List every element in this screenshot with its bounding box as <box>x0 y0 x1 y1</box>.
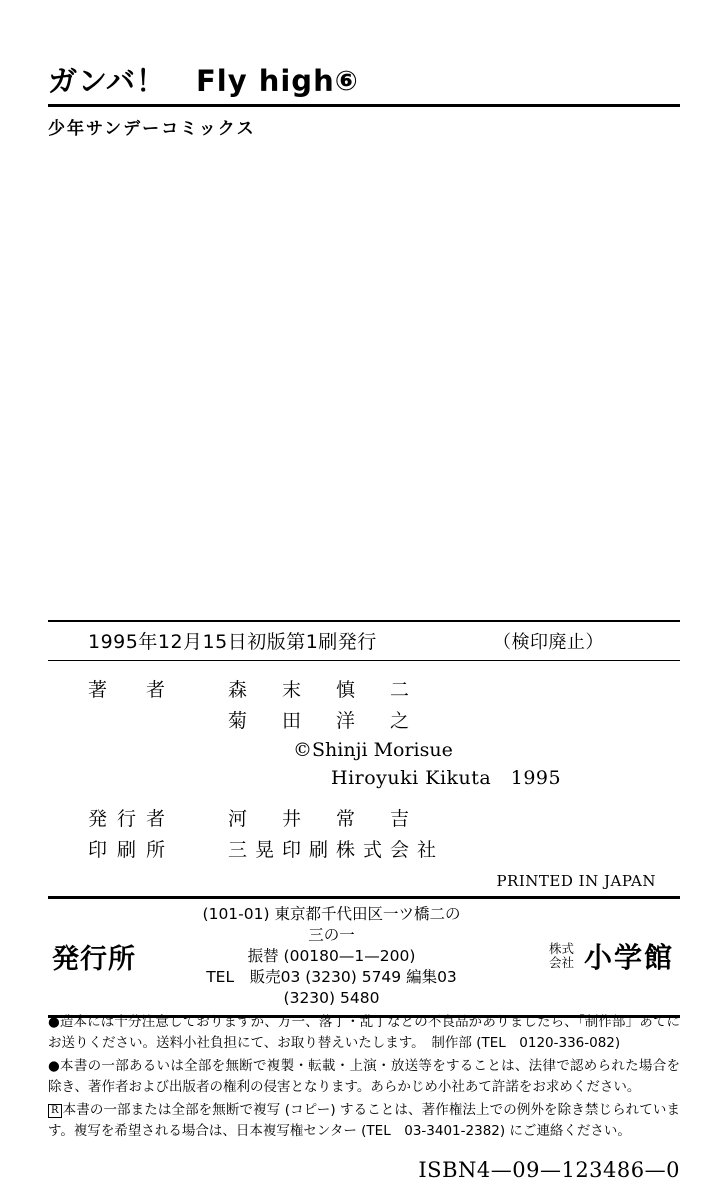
publication-block <box>48 620 680 1018</box>
publisher-address-line-2: 振替 (00180—1—200) <box>247 946 416 965</box>
company-type <box>549 942 574 971</box>
publisher-band <box>48 896 680 1018</box>
company-type-line-1: 株式 <box>548 940 574 956</box>
copyright-line-2: Hiroyuki Kikuta 1995 <box>331 767 562 789</box>
copyright-line-1: ©Shinji Morisue <box>293 739 453 761</box>
volume-badge: ⑥ <box>334 66 359 97</box>
printed-in-japan: PRINTED IN JAPAN <box>496 872 656 890</box>
page-title <box>48 66 680 98</box>
seal-note: （検印廃止） <box>493 632 604 653</box>
title-divider <box>48 104 680 107</box>
note-defect-text: ●造本には十分注意しておりますが、万一、落丁・乱丁などの不良品がありましたら、「制作部」あてにお送りください。送料小社負担にて、お取り替えいたします。 <box>48 1014 680 1051</box>
credit-label-author: 著 者 <box>88 679 176 701</box>
legal-notes <box>48 1012 680 1144</box>
note-defect-tel: 制作部 (TEL 0120-336-082) <box>431 1034 621 1051</box>
credit-row <box>48 706 680 733</box>
credit-row <box>48 675 680 702</box>
credit-value-printer: 三晃印刷株式会社 <box>228 839 445 861</box>
publisher-name: 小学館 <box>583 941 674 975</box>
note-copy-text: 本書の一部または全部を無断で複写 (コピー) することは、著作権法上での例外を除き禁じられています。複写を希望される場合は、日本複写権センター (TEL 03-3401-2382) にご連絡ください。 <box>48 1101 680 1139</box>
credits-list <box>48 661 680 862</box>
publication-date: 1995年12月15日初版第1刷発行 <box>88 631 377 653</box>
credit-row <box>48 804 680 831</box>
publisher-address <box>198 904 465 1009</box>
credit-row <box>48 835 680 862</box>
credit-value-author-2: 菊 田 洋 之 <box>228 710 418 732</box>
note-defect <box>48 1012 680 1054</box>
publisher-label: 発行所 <box>52 943 136 975</box>
credit-value-author-1: 森 末 慎 二 <box>228 679 418 701</box>
title-block <box>48 66 680 139</box>
title-text: ガンバ！ Fly high <box>48 64 335 98</box>
publisher-address-line-3: TEL 販売03 (3230) 5749 編集03 (3230) 5480 <box>206 967 457 1007</box>
note-reproduction: ●本書の一部あるいは全部を無断で複製・転載・上演・放送等をすることは、法律で認められた場合を除き、著作者および出版者の権利の侵害となります。あらかじめ小社あて許諾をお求めください。 <box>48 1057 680 1095</box>
series-label: 少年サンデーコミックス <box>48 118 256 139</box>
company-type-line-2: 会社 <box>548 955 574 971</box>
publisher-address-line-1: (101-01) 東京都千代田区一ツ橋二の三の一 <box>202 905 461 944</box>
registered-r-icon: R <box>48 1104 62 1118</box>
credit-value-publisher-person: 河 井 常 吉 <box>228 808 418 830</box>
publisher-name-group <box>465 936 680 976</box>
note-copy <box>48 1100 680 1142</box>
credit-label-publisher-person: 発行者 <box>88 808 176 830</box>
isbn-code: ISBN4—09—123486—0 <box>418 1158 680 1182</box>
credit-label-printer: 印刷所 <box>88 839 176 861</box>
publication-date-row <box>48 622 680 660</box>
